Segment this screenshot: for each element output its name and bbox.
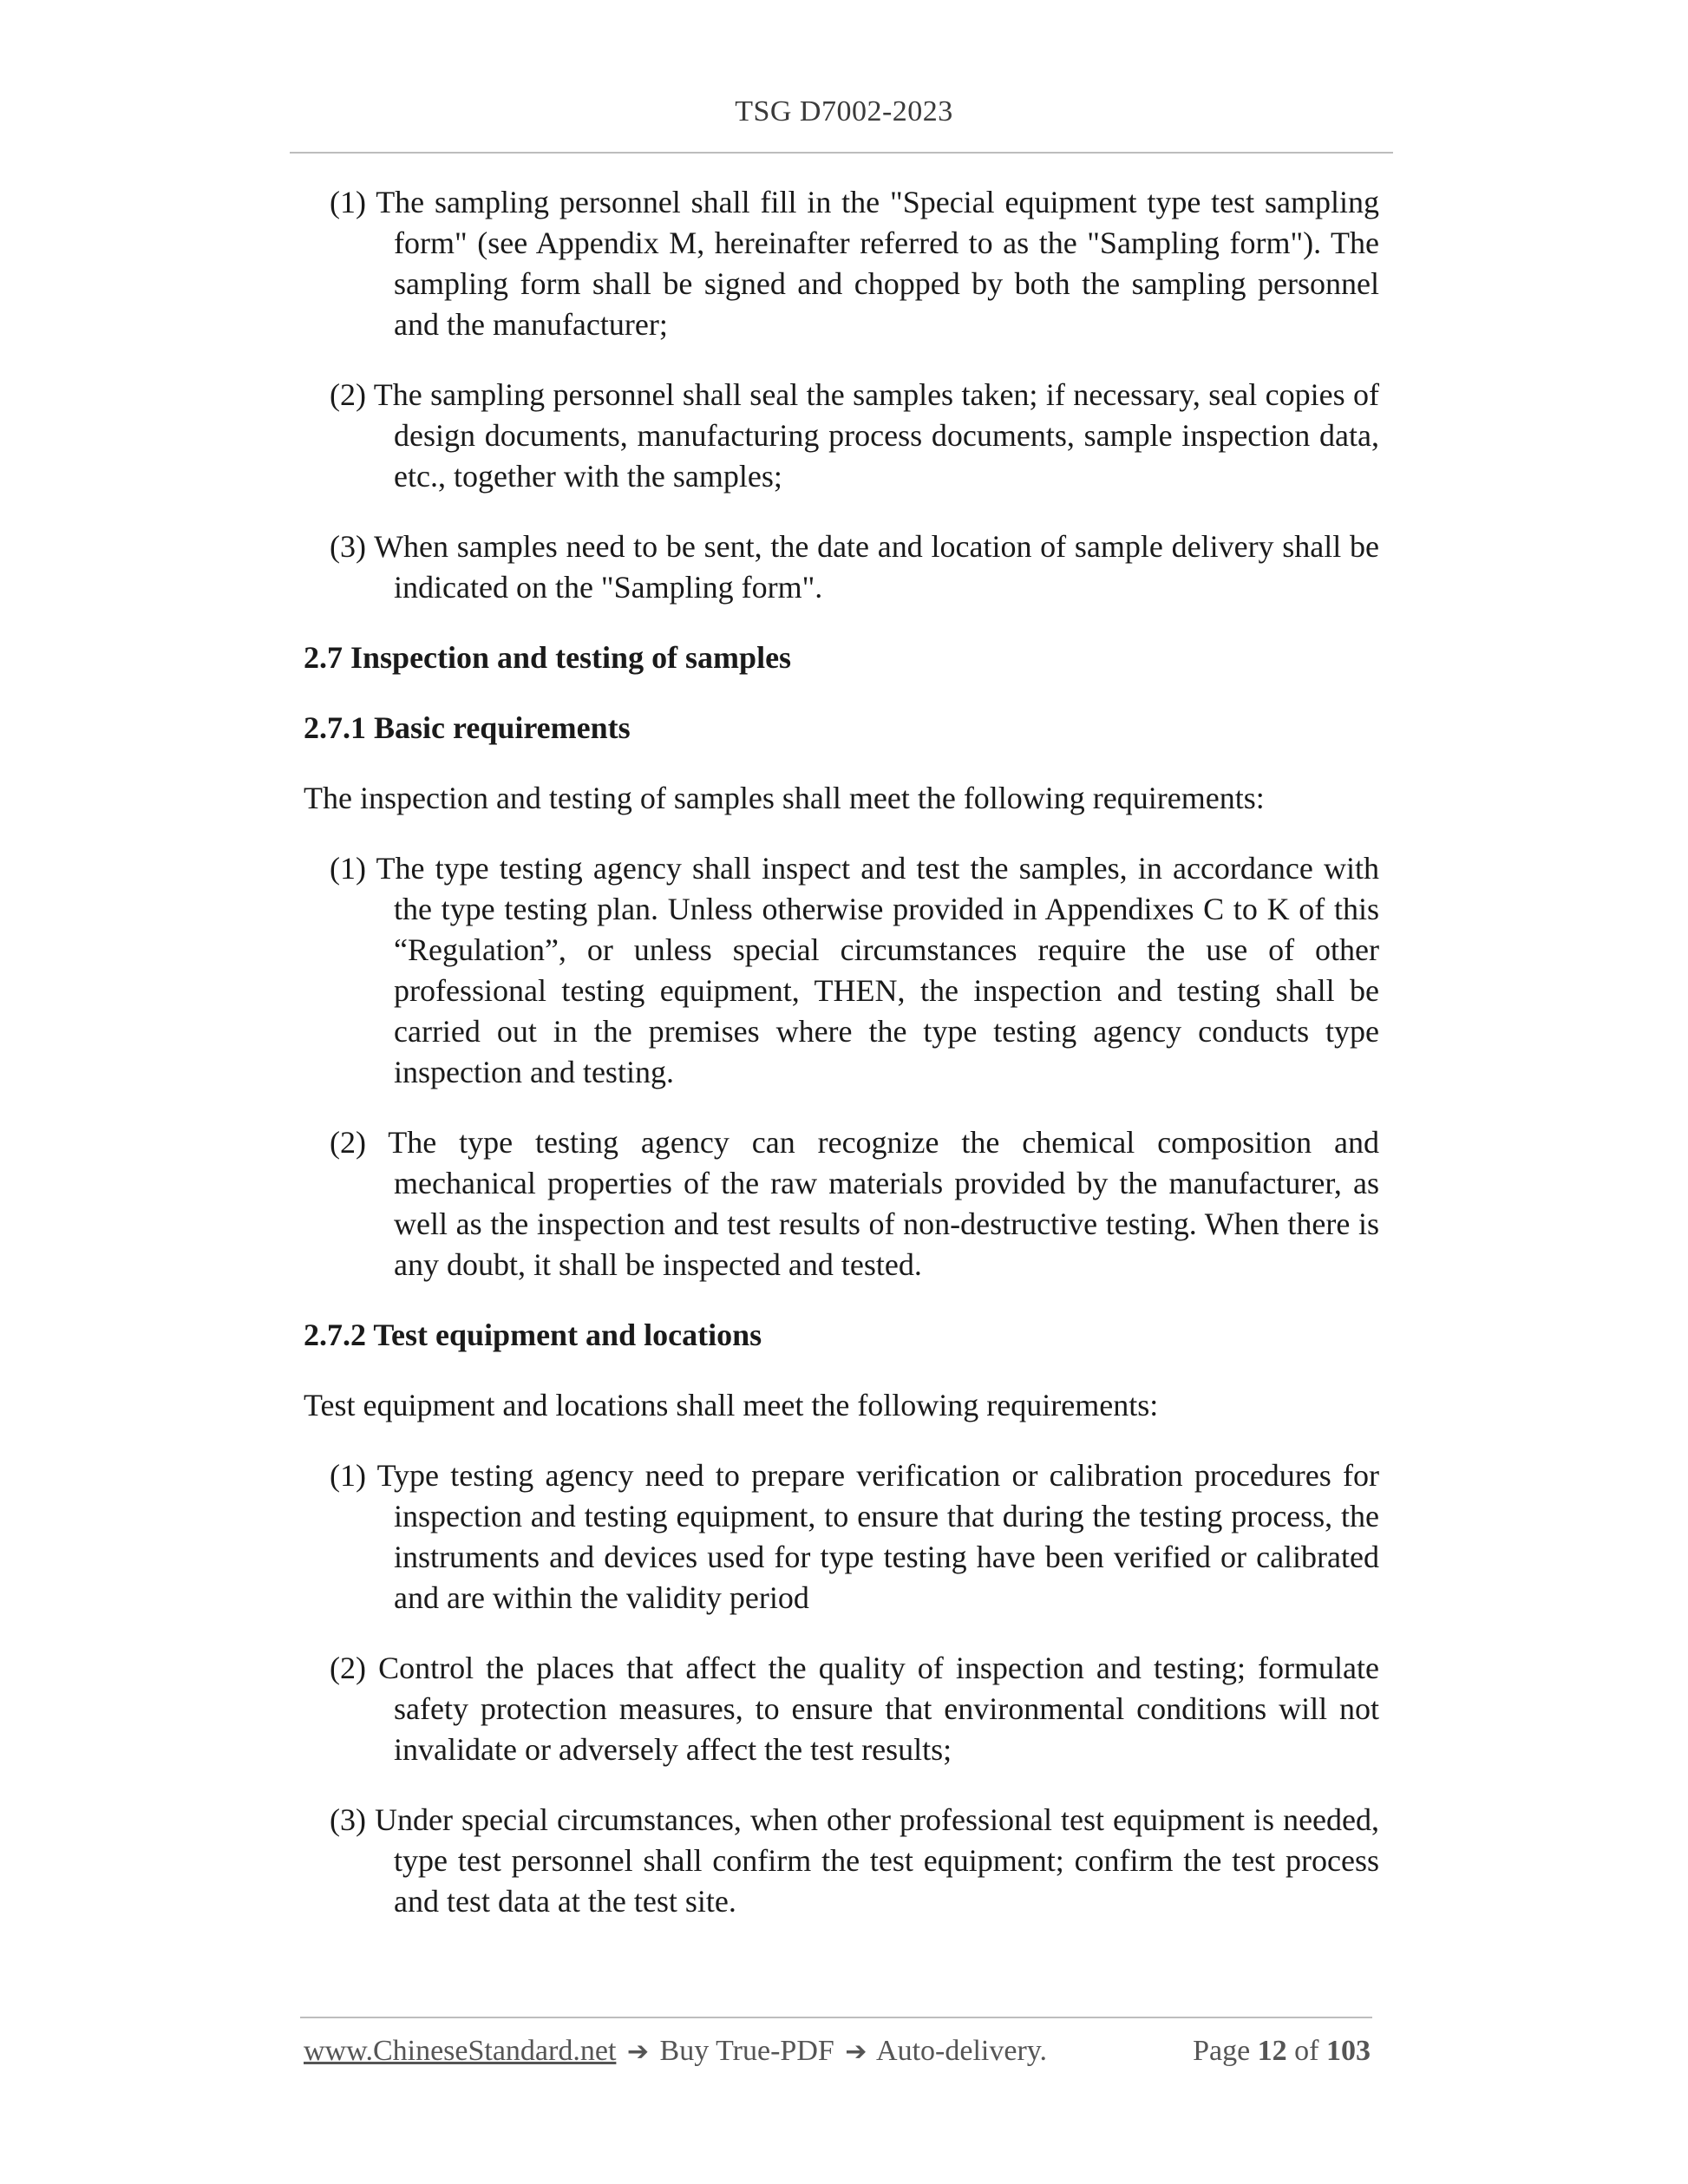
subsection-heading: 2.7.1 Basic requirements [304, 710, 631, 745]
total-page-count: 103 [1326, 2035, 1371, 2067]
item-number: (3) [330, 1802, 366, 1837]
item-number: (2) [330, 1651, 366, 1685]
item-text: When samples need to be sent, the date and location of sample delivery shall be indicated on the "Sampling form". [374, 529, 1379, 605]
of-label: of [1294, 2035, 1319, 2067]
item-number: (1) [330, 851, 366, 886]
list-item [304, 526, 1379, 608]
footer-promo [304, 2035, 1047, 2068]
item-number: (2) [330, 1125, 366, 1160]
page-label: Page [1193, 2035, 1251, 2067]
item-number: (3) [330, 529, 366, 564]
item-text: The sampling personnel shall fill in the "Special equipment type test sampling form" (see Appendix M, hereinafter referred to as the "Sampling form"). The sampling form shall be signed and chopped by both the sampling personnel and the manufacturer; [376, 185, 1379, 342]
item-text: Control the places that affect the quality of inspection and testing; formulate safety protection measures, to ensure that environmental conditions will not invalidate or adversely affect the test results; [378, 1651, 1379, 1767]
page-header: TSG D7002-2023 [735, 95, 953, 128]
section-heading: 2.7 Inspection and testing of samples [304, 640, 792, 675]
item-number: (1) [330, 185, 366, 219]
right-arrow-icon: ➔ [845, 2037, 867, 2067]
subsection-heading: 2.7.2 Test equipment and locations [304, 1318, 762, 1352]
list-item [304, 1455, 1379, 1618]
list-item [304, 375, 1379, 497]
list-item [304, 1648, 1379, 1770]
item-text: Type testing agency need to prepare verification or calibration procedures for inspection and testing equipment, to ensure that during the testing process, the instruments and devices used for type testing have been verified or calibrated and are within the validity period [376, 1458, 1379, 1615]
current-page-number: 12 [1257, 2035, 1287, 2067]
right-arrow-icon: ➔ [626, 2037, 650, 2067]
list-item [304, 182, 1379, 345]
subsection-intro: Test equipment and locations shall meet the following requirements: [304, 1388, 1159, 1422]
list-item [304, 1122, 1379, 1285]
item-number: (1) [330, 1458, 366, 1493]
list-item [304, 1800, 1379, 1922]
item-number: (2) [330, 377, 366, 412]
delivery-text: Auto-delivery. [876, 2035, 1048, 2067]
buy-text: Buy True-PDF [659, 2035, 834, 2067]
item-text: Under special circumstances, when other professional test equipment is needed, type test personnel shall confirm the test equipment; confirm the test process and test data at the test site. [375, 1802, 1380, 1919]
document-body [304, 182, 1379, 1952]
website-link[interactable]: www.ChineseStandard.net [304, 2035, 617, 2067]
header-divider [290, 152, 1393, 154]
item-text: The type testing agency shall inspect and test the samples, in accordance with the type testing plan. Unless otherwise provided in Appendixes C to K of this “Regulation”, or unless special circumstances require the use of other professional testing equipment, THEN, the inspection and testing shall be carried out in the premises where the type testing agency conducts type inspection and testing. [376, 851, 1379, 1089]
list-item [304, 848, 1379, 1093]
subsection-intro: The inspection and testing of samples shall meet the following requirements: [304, 781, 1265, 815]
item-text: The sampling personnel shall seal the samples taken; if necessary, seal copies of design documents, manufacturing process documents, sample inspection data, etc., together with the samples; [373, 377, 1379, 494]
page-indicator [1193, 2035, 1371, 2068]
footer-divider [300, 2017, 1372, 2018]
item-text: The type testing agency can recognize the chemical composition and mechanical properties of the raw materials provided by the manufacturer, as well as the inspection and test results of non-destructive testing. When there is any doubt, it shall be inspected and tested. [388, 1125, 1379, 1282]
